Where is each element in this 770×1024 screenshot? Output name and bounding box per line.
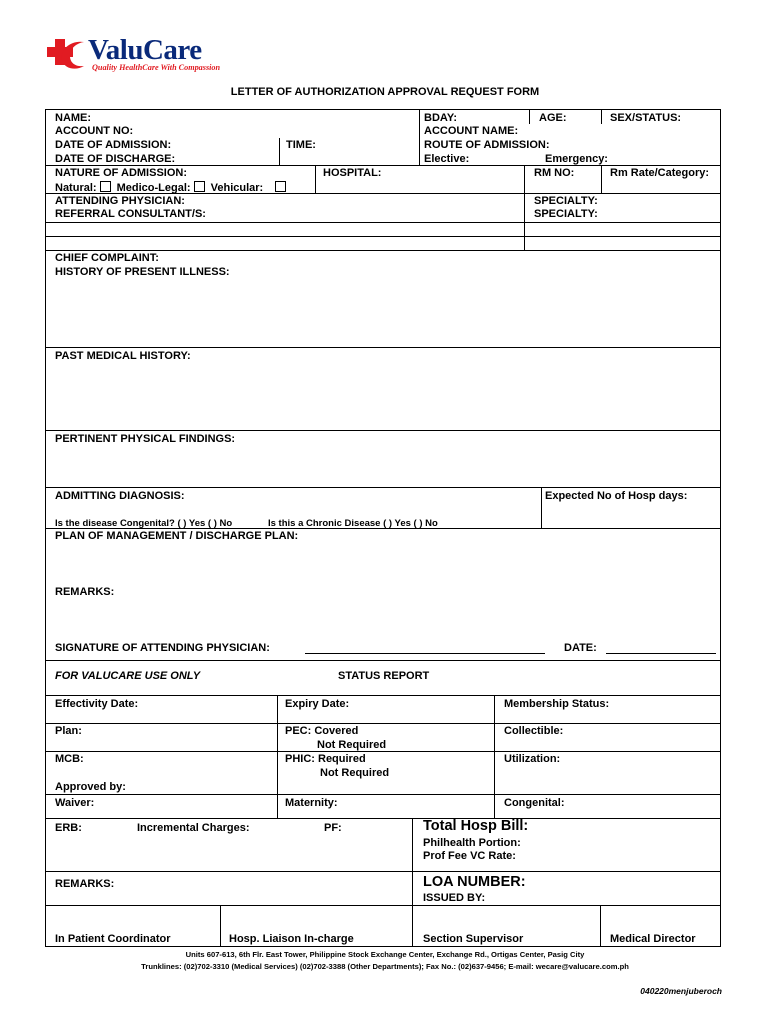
plan-label: Plan: xyxy=(55,725,82,737)
vehicular-checkbox[interactable] xyxy=(275,181,286,192)
collectible-label: Collectible: xyxy=(504,725,564,737)
form-title: LETTER OF AUTHORIZATION APPROVAL REQUEST FORM xyxy=(230,86,540,98)
philhealth-portion-label: Philhealth Portion: xyxy=(423,837,521,849)
account-name-label: ACCOUNT NAME: xyxy=(424,125,519,137)
admitting-diagnosis-label: ADMITTING DIAGNOSIS: xyxy=(55,490,185,502)
pec-not-required-label: Not Required xyxy=(317,739,387,751)
past-medical-history-label: PAST MEDICAL HISTORY: xyxy=(55,350,191,362)
phic-not-required-label: Not Required xyxy=(320,767,390,779)
sex-status-label: SEX/STATUS: xyxy=(610,112,682,124)
emergency-label: Emergency: xyxy=(545,153,608,165)
chief-complaint-label: CHIEF COMPLAINT: xyxy=(55,252,159,264)
expiry-date-label: Expiry Date: xyxy=(285,698,350,710)
chronic-question: Is this a Chronic Disease ( ) Yes ( ) No xyxy=(268,518,438,529)
bday-label: BDAY: xyxy=(424,112,458,124)
clinical-remarks-label: REMARKS: xyxy=(55,586,115,598)
valucare-remarks-label: REMARKS: xyxy=(55,878,115,890)
maternity-label: Maternity: xyxy=(285,797,338,809)
history-illness-label: HISTORY OF PRESENT ILLNESS: xyxy=(55,266,230,278)
phic-required-label: PHIC: Required xyxy=(285,753,366,765)
loa-number-label: LOA NUMBER: xyxy=(423,874,526,890)
brand-tagline: Quality HealthCare With Compassion xyxy=(92,63,221,72)
nature-admission-label: NATURE OF ADMISSION: xyxy=(55,167,187,179)
pec-covered-label: PEC: Covered xyxy=(285,725,359,737)
utilization-label: Utilization: xyxy=(504,753,561,765)
hospital-label: HOSPITAL: xyxy=(323,167,382,179)
waiver-label: Waiver: xyxy=(55,797,95,809)
issued-by-label: ISSUED BY: xyxy=(423,892,486,904)
valucare-logo xyxy=(46,36,246,76)
signature-label: SIGNATURE OF ATTENDING PHYSICIAN: xyxy=(55,642,270,654)
status-report-label: STATUS REPORT xyxy=(338,670,430,682)
specialty-label-2: SPECIALTY: xyxy=(534,208,598,220)
congenital-question: Is the disease Congenital? ( ) Yes ( ) No xyxy=(55,518,233,529)
medico-legal-label: Medico-Legal: xyxy=(116,182,191,194)
name-label: NAME: xyxy=(55,112,92,124)
expected-hosp-days-label: Expected No of Hosp days: xyxy=(545,490,688,502)
membership-status-label: Membership Status: xyxy=(504,698,610,710)
congenital-label: Congenital: xyxy=(504,797,565,809)
plan-management-label: PLAN OF MANAGEMENT / DISCHARGE PLAN: xyxy=(55,530,299,542)
rm-rate-label: Rm Rate/Category: xyxy=(610,167,710,179)
signature-line[interactable] xyxy=(305,653,545,654)
age-label: AGE: xyxy=(539,112,567,124)
pf-label: PF: xyxy=(324,822,342,834)
date-label: DATE: xyxy=(564,642,597,654)
elective-label: Elective: xyxy=(424,153,470,165)
date-line[interactable] xyxy=(606,653,716,654)
in-patient-coordinator-label: In Patient Coordinator xyxy=(55,933,171,945)
account-no-label: ACCOUNT NO: xyxy=(55,125,134,137)
date-admission-label: DATE OF ADMISSION: xyxy=(55,139,172,151)
brand-name: ValuCare xyxy=(88,34,202,66)
incremental-charges-label: Incremental Charges: xyxy=(137,822,250,834)
attending-physician-label: ATTENDING PHYSICIAN: xyxy=(55,195,185,207)
approved-by-label: Approved by: xyxy=(55,781,126,793)
footer-contacts: Trunklines: (02)702-3310 (Medical Services) (02)702-3388 (Other Departments); Fax No.: (02)637-9456; E-mail: wecare@valucare.com.ph xyxy=(141,962,629,971)
total-hosp-bill-label: Total Hosp Bill: xyxy=(423,818,529,834)
specialty-label-1: SPECIALTY: xyxy=(534,195,598,207)
footer-address: Units 607-613, 6th Flr. East Tower, Philippine Stock Exchange Center, Exchange Rd., Ortigas Center, Pasig City xyxy=(185,950,585,959)
referral-consultants-label: REFERRAL CONSULTANT/S: xyxy=(55,208,206,220)
time-label: TIME: xyxy=(286,139,316,151)
mcb-label: MCB: xyxy=(55,753,84,765)
vehicular-label: Vehicular: xyxy=(210,182,264,194)
date-discharge-label: DATE OF DISCHARGE: xyxy=(55,153,176,165)
route-admission-label: ROUTE OF ADMISSION: xyxy=(424,139,550,151)
medical-director-label: Medical Director xyxy=(610,933,696,945)
medico-legal-checkbox[interactable] xyxy=(194,181,205,192)
medical-cross-logo-icon xyxy=(46,36,88,74)
erb-label: ERB: xyxy=(55,822,82,834)
prof-fee-vc-rate-label: Prof Fee VC Rate: xyxy=(423,850,516,862)
natural-label: Natural: xyxy=(55,182,97,194)
natural-checkbox[interactable] xyxy=(100,181,111,192)
form-code: 040220menjuberoch xyxy=(640,986,722,996)
hosp-liaison-label: Hosp. Liaison In-charge xyxy=(229,933,354,945)
section-supervisor-label: Section Supervisor xyxy=(423,933,524,945)
rm-no-label: RM NO: xyxy=(534,167,575,179)
valucare-use-heading: FOR VALUCARE USE ONLY xyxy=(55,670,201,682)
effectivity-date-label: Effectivity Date: xyxy=(55,698,139,710)
pertinent-findings-label: PERTINENT PHYSICAL FINDINGS: xyxy=(55,433,236,445)
nature-options xyxy=(55,181,289,195)
